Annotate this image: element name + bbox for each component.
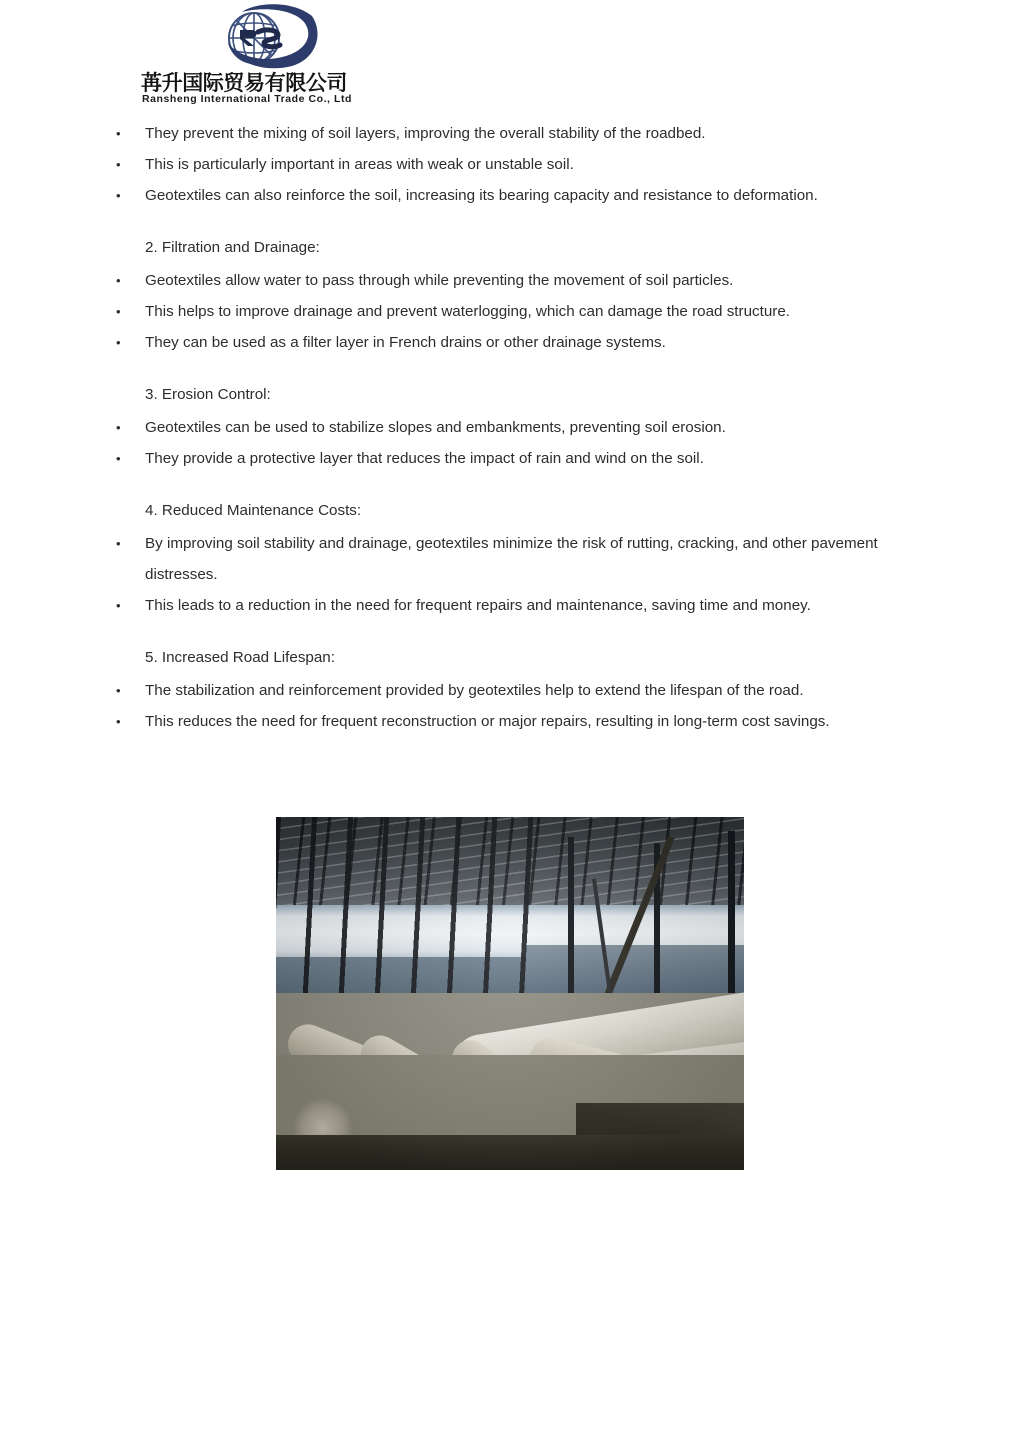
bullet-item-text: Geotextiles can also reinforce the soil, increasing its bearing capacity and resistance to deformation. — [145, 187, 818, 204]
bullet-list-item — [0, 296, 1024, 327]
bullet-item-text: They provide a protective layer that reduces the impact of rain and wind on the soil. — [145, 450, 704, 467]
bullet-list-item — [0, 118, 1024, 149]
document-body — [0, 118, 1024, 737]
section-spacer — [0, 474, 1024, 495]
company-logo-icon — [200, 2, 328, 70]
bullet-item-text: The stabilization and reinforcement provided by geotextiles help to extend the lifespan of the road. — [145, 682, 804, 699]
bullet-list-item — [0, 590, 1024, 621]
bullet-list-item — [0, 706, 1024, 737]
bullet-list-item — [0, 528, 1024, 590]
bullet-marker-icon: • — [116, 335, 121, 350]
bullet-item-text: This helps to improve drainage and prevent waterlogging, which can damage the road structure. — [145, 303, 790, 320]
bullet-item-text: Geotextiles can be used to stabilize slopes and embankments, preventing soil erosion. — [145, 419, 726, 436]
bullet-item-text: By improving soil stability and drainage, geotextiles minimize the risk of rutting, cracking, and other pavement distresses. — [145, 535, 878, 583]
bullet-item-text: This leads to a reduction in the need for frequent repairs and maintenance, saving time and money. — [145, 597, 811, 614]
bullet-list-item — [0, 412, 1024, 443]
bullet-marker-icon: • — [116, 714, 121, 729]
bullet-list-item — [0, 327, 1024, 358]
geotextile-warehouse-photo — [276, 817, 744, 1170]
bullet-list-item — [0, 149, 1024, 180]
section-spacer — [0, 211, 1024, 232]
section-heading: 3. Erosion Control: — [145, 386, 271, 403]
section-heading: 2. Filtration and Drainage: — [145, 239, 320, 256]
bullet-marker-icon: • — [116, 188, 121, 203]
bullet-marker-icon: • — [116, 157, 121, 172]
section-heading: 5. Increased Road Lifespan: — [145, 649, 335, 666]
bullet-list-item — [0, 675, 1024, 706]
bullet-marker-icon: • — [116, 126, 121, 141]
bullet-item-text: This is particularly important in areas with weak or unstable soil. — [145, 156, 574, 173]
bullet-marker-icon: • — [116, 598, 121, 613]
bullet-item-text: They can be used as a filter layer in French drains or other drainage systems. — [145, 334, 666, 351]
company-name-english: Ransheng International Trade Co., Ltd — [142, 93, 352, 105]
bullet-list-item — [0, 265, 1024, 296]
letterhead — [138, 2, 398, 110]
company-name-chinese: 苒升国际贸易有限公司 — [141, 71, 347, 95]
bullet-marker-icon: • — [116, 683, 121, 698]
bullet-marker-icon: • — [116, 451, 121, 466]
bullet-list-item — [0, 180, 1024, 211]
photo-tone-overlay — [276, 817, 744, 1170]
bullet-item-text: Geotextiles allow water to pass through while preventing the movement of soil particles. — [145, 272, 734, 289]
bullet-marker-icon: • — [116, 304, 121, 319]
bullet-marker-icon: • — [116, 420, 121, 435]
section-heading: 4. Reduced Maintenance Costs: — [145, 502, 362, 519]
bullet-marker-icon: • — [116, 536, 121, 551]
bullet-list-item — [0, 443, 1024, 474]
section-spacer — [0, 621, 1024, 642]
bullet-item-text: This reduces the need for frequent reconstruction or major repairs, resulting in long-term cost savings. — [145, 713, 830, 730]
bullet-item-text: They prevent the mixing of soil layers, improving the overall stability of the roadbed. — [145, 125, 706, 142]
bullet-marker-icon: • — [116, 273, 121, 288]
section-spacer — [0, 358, 1024, 379]
